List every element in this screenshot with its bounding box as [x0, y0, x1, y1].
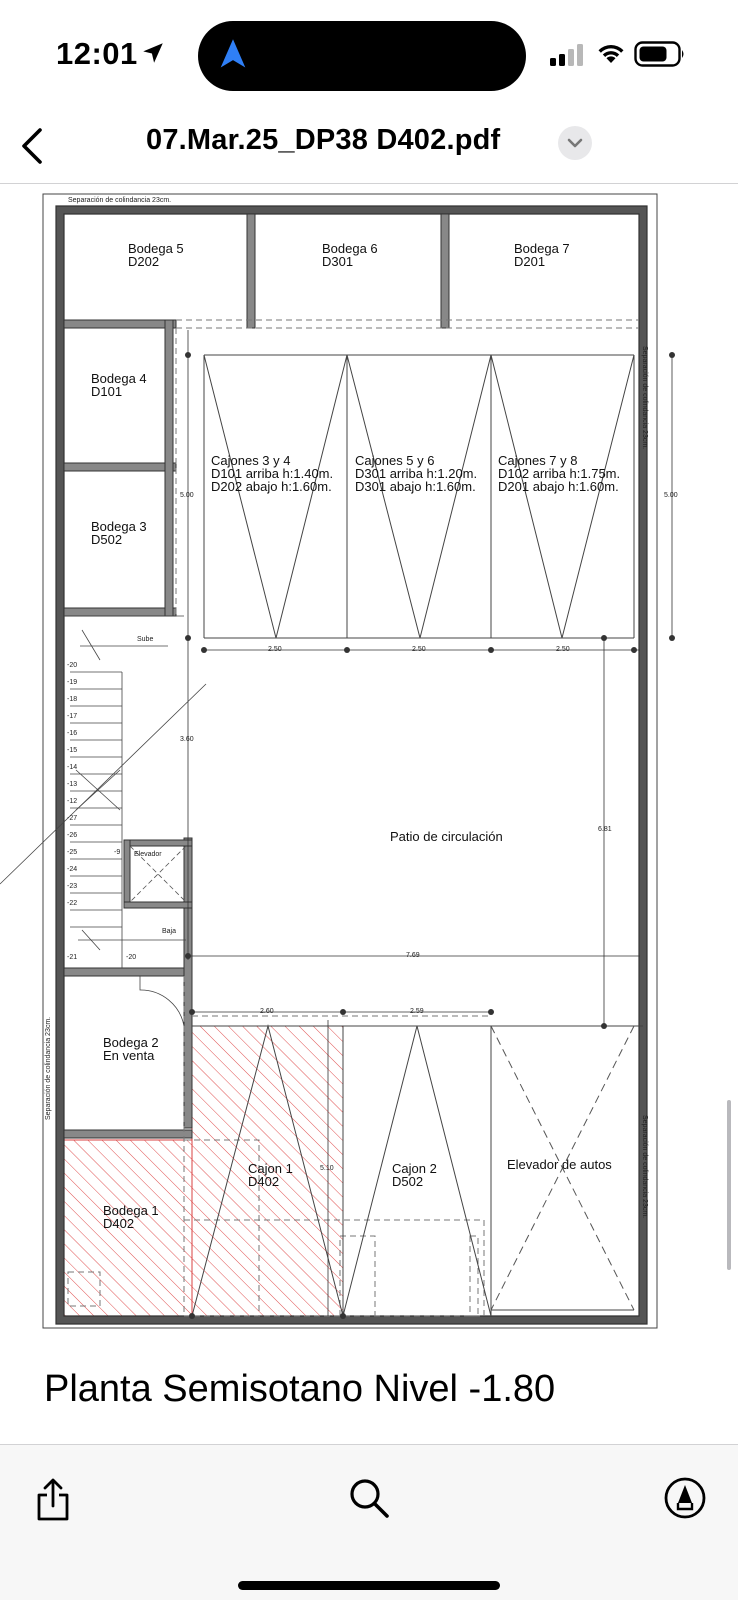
battery-icon: [634, 40, 686, 68]
stair-step-label: -12: [67, 798, 78, 805]
stair-step-label: -15: [67, 747, 78, 754]
stair-step-label: -14: [67, 764, 78, 771]
left-separation-note: Separación de colindancia 23cm.: [45, 1016, 52, 1120]
navigation-arrow-icon: [218, 38, 248, 70]
stair-step-label: -9: [114, 849, 121, 856]
share-icon: [33, 1478, 73, 1522]
stair-step-label: -17: [67, 713, 78, 720]
dimension-label: 6.81: [598, 826, 612, 833]
stair-step-label: -19: [67, 679, 78, 686]
stair-step-label: -26: [67, 832, 78, 839]
title-menu-button[interactable]: [558, 126, 592, 160]
status-time: 12:01: [56, 36, 138, 71]
dimension-label: 3.60: [180, 736, 194, 743]
dimension-label: 2.50: [556, 646, 570, 653]
parking-cajones-7-8: Cajones 7 y 8 D102 arriba h:1.75m. D201 abajo h:1.60m.: [498, 453, 621, 494]
stair-step-label: -13: [67, 781, 78, 788]
top-separation-note: Separación de colindancia 23cm.: [68, 197, 172, 204]
room-bodega-4: Bodega 4 D101: [91, 371, 147, 399]
stair-step-label: -20: [126, 954, 137, 961]
parking-cajones-5-6: Cajones 5 y 6 D301 arriba h:1.20m. D301 abajo h:1.60m.: [355, 453, 478, 494]
stair-step-label: -21: [67, 954, 78, 961]
floor-plan-page[interactable]: [0, 190, 738, 1352]
stair-step-label: -23: [67, 883, 78, 890]
stair-step-label: -27: [67, 815, 78, 822]
navigation-bar: [0, 110, 738, 184]
bottom-toolbar: [0, 1444, 738, 1600]
dimension-label: 2.60: [260, 1008, 274, 1015]
chevron-left-icon: [20, 127, 44, 165]
search-icon: [347, 1476, 391, 1520]
chevron-down-icon: [567, 138, 583, 148]
stair-step-label: -24: [67, 866, 78, 873]
signal-bars-icon: [550, 44, 586, 66]
stair-step-label: -20: [67, 662, 78, 669]
parking-cajones-3-4: Cajones 3 y 4 D101 arriba h:1.40m. D202 abajo h:1.60m.: [211, 453, 334, 494]
parking-cajon-1: Cajon 1 D402: [248, 1161, 293, 1189]
stair-step-label: -25: [67, 849, 78, 856]
wifi-icon: [596, 40, 626, 66]
dimension-label: 2.50: [412, 646, 426, 653]
dimension-label: 2.50: [268, 646, 282, 653]
parking-cajon-2: Cajon 2 D502: [392, 1161, 437, 1189]
dimension-label: 5.00: [180, 492, 194, 499]
dimension-label: 5.10: [320, 1165, 334, 1172]
home-indicator[interactable]: [238, 1581, 500, 1590]
dimension-label: 2.59: [410, 1008, 424, 1015]
floor-plan-drawing: [0, 190, 738, 1352]
back-button[interactable]: [12, 120, 52, 172]
stair-step-label: -16: [67, 730, 78, 737]
right-separation-note: Separación de colindancia 23cm.: [641, 346, 648, 450]
dimension-label: 5.00: [664, 492, 678, 499]
stair-step-label: -22: [67, 900, 78, 907]
plan-caption: Planta Semisotano Nivel -1.80: [44, 1368, 556, 1410]
room-bodega-1: Bodega 1 D402: [103, 1203, 159, 1231]
room-bodega-7: Bodega 7 D201: [514, 241, 570, 269]
room-bodega-6: Bodega 6 D301: [322, 241, 378, 269]
markup-button[interactable]: [660, 1473, 710, 1523]
elevator-label: Elevador: [134, 851, 162, 858]
status-bar: [0, 0, 738, 110]
car-elevator-label: Elevador de autos: [507, 1157, 612, 1172]
share-button[interactable]: [28, 1475, 78, 1525]
right-lower-separation-note: Separación de colindancia 23cm.: [641, 1115, 648, 1219]
scroll-indicator[interactable]: [727, 1100, 731, 1270]
document-title[interactable]: 07.Mar.25_DP38 D402.pdf: [146, 124, 501, 156]
room-bodega-2: Bodega 2 En venta: [103, 1035, 159, 1063]
stairs-up-label: Sube: [137, 636, 154, 643]
stairs-down-label: Baja: [162, 928, 177, 935]
search-button[interactable]: [344, 1473, 394, 1523]
dimension-label: 7.69: [406, 952, 420, 959]
location-arrow-icon: [140, 40, 166, 66]
patio-label: Patio de circulación: [390, 829, 503, 844]
stair-step-label: -18: [67, 696, 78, 703]
room-bodega-5: Bodega 5 D202: [128, 241, 184, 269]
markup-pen-icon: [663, 1476, 707, 1520]
room-bodega-3: Bodega 3 D502: [91, 519, 147, 547]
